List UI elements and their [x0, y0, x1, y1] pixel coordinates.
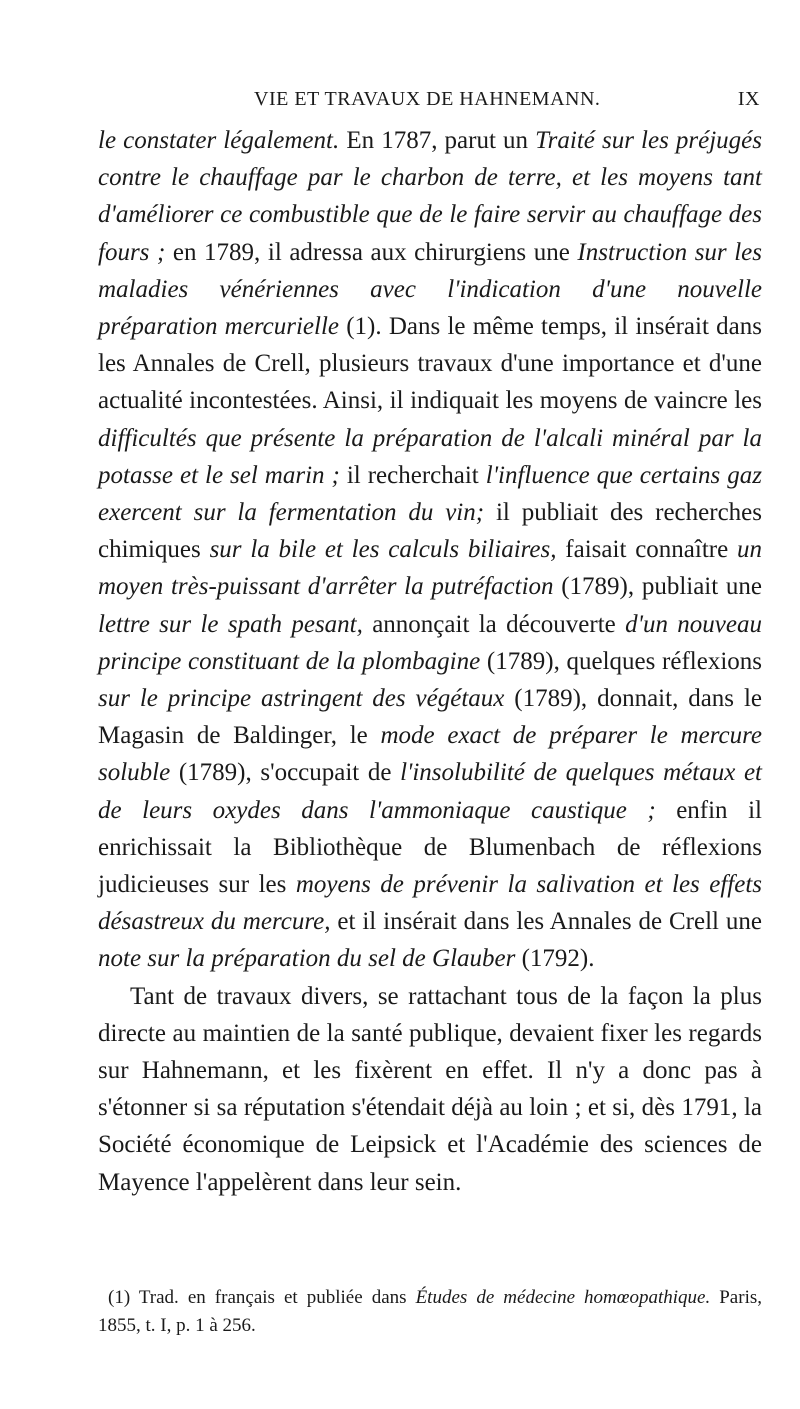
text-run: Tant de travaux divers, se rattachant tous de la façon la plus directe au maintien de la santé publique, devaient fixer les regards sur Hahnemann, et les fixèrent en effet. Il n'y a donc pas à s'étonner si sa réputation s'étendait déjà au loin ; et si, dès 1791, la Société économique de Leipsick et l'Académie des sciences de Mayence l'appelèrent dans leur sein. — [98, 982, 762, 1196]
text-run: (1) Trad. en français et publiée dans — [108, 1287, 416, 1308]
italic-text: le constater légalement. — [98, 127, 340, 154]
italic-text: Traité sur les préjugés contre le chauffage par le charbon de terre, et les moyens tant d'améliorer ce combustible que de le faire servir au chauffage des fours ; — [98, 127, 762, 266]
italic-text: sur le principe astringent des végétaux — [98, 685, 505, 713]
body-text — [98, 122, 762, 1201]
footnote — [98, 1284, 762, 1340]
text-run: enfin il enrichissait la Bibliothèque de Blumenbach de réflexions judicieuses sur les — [98, 796, 762, 899]
text-run: il publiait des recherches chimiques — [98, 499, 762, 564]
page-number: IX — [737, 88, 760, 110]
italic-text: note sur la préparation du sel de Glauber — [98, 945, 516, 973]
italic-text: Études de médecine homœopathique. — [415, 1287, 711, 1308]
text-run: annonçait la découverte — [362, 610, 626, 638]
text-run: il recherchait — [339, 461, 486, 489]
text-run: faisait connaître — [556, 536, 737, 564]
text-run: et il insérait dans les Annales de Crell une — [330, 908, 762, 936]
text-run: (1789), s'occupait de — [170, 759, 401, 787]
footnote-text — [98, 1284, 762, 1340]
text-run: (1789), donnait, dans le Magasin de Baldinger, le — [98, 685, 762, 750]
text-run: Paris, 1855, t. I, p. 1 à 256. — [98, 1287, 762, 1336]
running-title: VIE ET TRAVAUX DE HAHNEMANN. — [254, 88, 601, 110]
text-run: (1792). — [515, 945, 595, 973]
text-run: (1). Dans le même temps, il insérait dans les Annales de Crell, plusieurs travaux d'une importance et d'une actualité incontestées. Ainsi, il indiquait les moyens de vaincre les — [98, 313, 762, 415]
italic-text: mode exact de préparer le mercure soluble — [98, 722, 762, 787]
italic-text: d'un nouveau principe constituant de la plombagine — [98, 610, 762, 675]
text-run: (1789), publiait une — [553, 573, 762, 601]
italic-text: l'influence que certains gaz exercent sur la fermentation du vin; — [98, 461, 762, 527]
italic-text: l'insolubilité de quelques métaux et de leurs oxydes dans l'ammoniaque caustique ; — [98, 759, 762, 824]
italic-text: un moyen très-puissant d'arrêter la putréfaction — [98, 536, 762, 601]
italic-text: moyens de prévenir la salivation et les effets désastreux du mercure, — [98, 871, 762, 936]
paragraph — [98, 978, 762, 1201]
italic-text: lettre sur le spath pesant, — [98, 610, 363, 638]
text-run: en 1789, il adressa aux chirurgiens une — [165, 238, 578, 266]
italic-text: difficultés que présente la préparation de l'alcali minéral par la potasse et le sel marin ; — [98, 424, 762, 489]
paragraph — [98, 122, 762, 978]
italic-text: Instruction sur les maladies vénériennes avec l'indication d'une nouvelle préparation mercurielle — [98, 238, 762, 341]
text-run: En 1787, parut un — [339, 127, 536, 154]
italic-text: sur la bile et les calculs biliaires, — [209, 536, 557, 564]
text-run: (1789), quelques réflexions — [480, 647, 763, 675]
running-header — [100, 88, 760, 116]
